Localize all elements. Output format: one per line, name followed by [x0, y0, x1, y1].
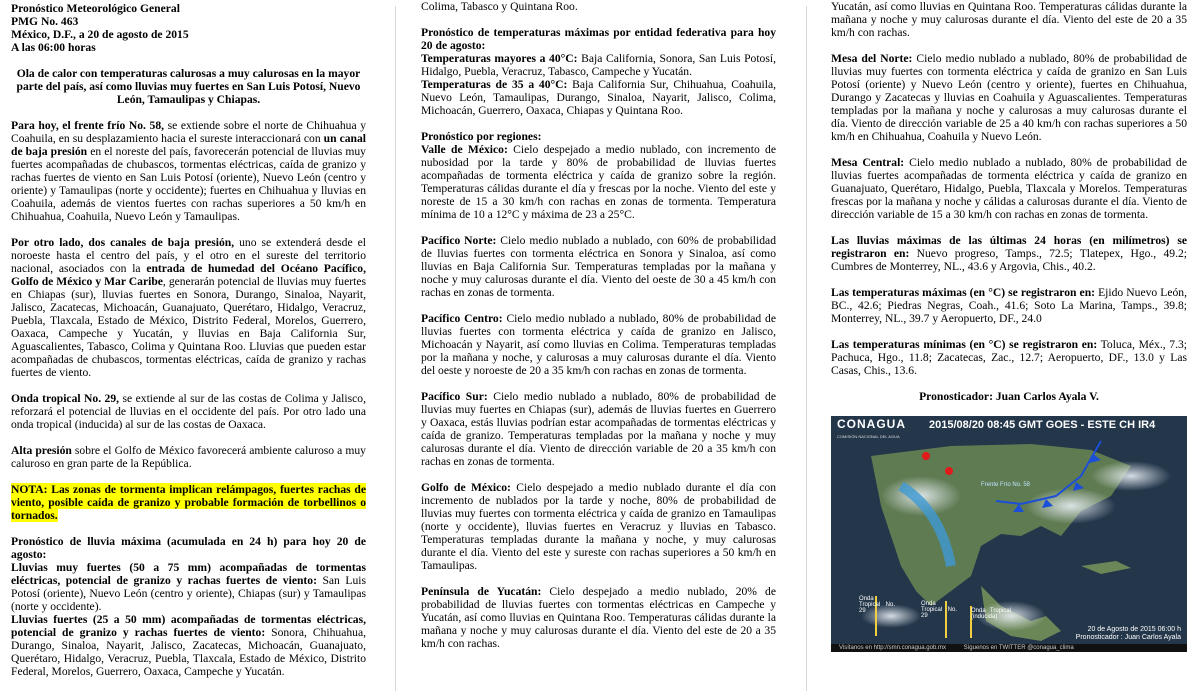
- footer-website: Visítanos en http://smn.conagua.gob.mx: [839, 645, 946, 651]
- temps-over-40: Temperaturas mayores a 40°C: Baja California, Sonora, San Luis Potosí, Hidalgo, Puebla, Veracruz, Tabasco, Campeche y Yucatán.: [421, 52, 776, 78]
- footer-twitter: Síguenos en TWITTER @conagua_clima: [963, 645, 1074, 651]
- paragraph-low-pressure: Por otro lado, dos canales de baja presión, uno se extenderá desde el noroeste hasta el centro del país, y el otro en el sureste del territorio nacional, asociados con la entrada de humedad del Océano Pacífico, Golfo de México y Mar Caribe, generarán potencial de lluvias muy fuertes en Chiapas (sur), lluvias fuertes en Sonora, Durango, Sinaloa, Nayarit, Jalisco, Zacatecas, Michoacán, Guanajuato, Querétaro, Hidalgo, Veracruz, Puebla, Tlaxcala, Estado de México, Distrito Federal, Morelos, Guerrero, Oaxaca, Campeche y Yucatán, y lluvias en Baja California Sur, Aguascalientes, Tabasco, Colima y Quintana Roo. Lluvias que pueden estar acompañadas de chubascos, tormentas eléctricas, caída de granizo y rachas fuertes de viento.: [11, 236, 366, 379]
- conagua-logo-subtitle: COMISIÓN NACIONAL DEL AGUA: [837, 434, 900, 439]
- max-temp-heading: Pronóstico de temperaturas máximas por entidad federativa para hoy 20 de agosto:: [421, 26, 776, 52]
- column-divider: [395, 6, 396, 691]
- forecaster-name: Pronosticador: Juan Carlos Ayala V.: [919, 390, 1099, 403]
- rain-very-heavy: Lluvias muy fuertes (50 a 75 mm) acompañadas de tormentas eléctricas, potencial de granizo y rachas fuertes de viento: San Luis Potosí (oriente), Nuevo León (centro y oriente), Chiapas (sur) y Tamaulipas (norte y occidente).: [11, 561, 366, 613]
- tropical-wave-label: Onda Tropical (inducida): [971, 608, 1011, 620]
- record-min-temp: Las temperaturas mínimas (en °C) se registraron en: Toluca, Méx., 7.3; Pachuca, Hgo., 11.8; Zacatecas, Zac., 12.7; Aeropuerto, DF., 13.0 y Las Casas, Chis., 13.6.: [831, 338, 1187, 377]
- issue-time: A las 06:00 horas: [11, 41, 96, 54]
- region-pacifico-sur: Pacífico Sur: Cielo medio nublado a nublado, 80% de probabilidad de lluvias muy fuertes en Chiapas (sur), además de lluvias fuertes en Guerrero y Oaxaca, estás lluvias podrían estar acompañadas de tormentas eléctricas y caída de granizo. Temperaturas templadas por la mañana y noche y muy calurosas durante el día. Viento de dirección variable de 20 a 35 km/h con rachas en zonas de tormenta.: [421, 390, 776, 468]
- storm-note: NOTA: Las zonas de tormenta implican relámpagos, fuertes rachas de viento, posible caída de granizo y probable formación de torbellinos o tornados.: [11, 483, 366, 522]
- satellite-footer: [831, 644, 1187, 652]
- region-valle: Valle de México: Cielo despejado a medio nublado, con incremento de nubosidad por la tarde y 80% de probabilidad de lluvias fuertes acompañadas de tormenta eléctrica y caída de granizo sobre la región. Temperaturas cálidas durante el día y frescas por la noche. Viento del este y noreste de 15 a 30 km/h con rachas en zonas de tormenta. Temperatura mínima de 10 a 12°C y máxima de 23 a 25°C.: [421, 143, 776, 221]
- column-left: [11, 0, 366, 697]
- column-right: [831, 0, 1187, 697]
- tropical-wave-label: Onda Tropical No. 29: [921, 601, 957, 619]
- cold-front-label: Frente Frío No. 58: [981, 482, 1031, 488]
- paragraph-high-pressure: Alta presión sobre el Golfo de México favorecerá ambiente caluroso a muy caluroso en gran parte de la República.: [11, 444, 366, 470]
- satellite-title: 2015/08/20 08:45 GMT GOES - ESTE CH IR4: [929, 419, 1156, 431]
- region-peninsula: Península de Yucatán: Cielo despejado a medio nublado, 20% de probabilidad de lluvias fuertes con tormentas eléctricas en Campeche y Yucatán, así como lluvias en Quintana Roo. Temperaturas cálidas durante la mañana y noche y muy calurosas durante el día. Viento del este de 20 a 35 km/h con rachas.: [421, 585, 776, 650]
- region-pacifico-centro: Pacífico Centro: Cielo medio nublado a nublado, 80% de probabilidad de lluvias fuertes con tormenta eléctrica y caída de granizo en Jalisco, Michoacán y Nayarit, así como lluvias en Colima. Temperaturas templadas por la mañana y noche, y calurosas a muy calurosas durante el día. Viento del oeste y noroeste de 20 a 35 km/h con rachas en zonas de tormenta.: [421, 312, 776, 377]
- region-mesa-norte: Mesa del Norte: Cielo medio nublado a nublado, 80% de probabilidad de lluvias muy fuertes con tormenta eléctrica y caída de granizo en San Luis Potosí (oriente) y Nuevo León (centro y oriente), fuertes en Chihuahua, Durango y Zacatecas y lluvias en Coahuila y Aguascalientes. Temperaturas templadas por la mañana y noche y calurosas a muy calurosas durante el día. Viento de dirección variable de 25 a 40 km/h con rachas superiores a 50 km/h en Chihuahua, Coahuila y Nuevo León.: [831, 52, 1187, 143]
- conagua-logo: CONAGUA: [837, 417, 906, 431]
- column-continuation: [421, 0, 776, 650]
- region-golfo: Golfo de México: Cielo despejado a medio nublado durante el día con incremento de nublados por la tarde y noche, 80% de probabilidad de lluvias muy fuertes con tormenta eléctrica y caída de granizo en Tamaulipas (norte y occidente), lluvias fuertes en Veracruz y lluvias en Tabasco. Temperaturas templadas durante la mañana y noche, y muy calurosas durante el día. Viento del este y sureste con rachas superiores a 50 km/h en Tamaulipas.: [421, 481, 776, 572]
- satellite-date-label: 20 de Agosto de 2015 06:00 h: [1087, 626, 1181, 633]
- column-continuation: [831, 0, 1187, 652]
- headline: Ola de calor con temperaturas calurosas a muy calurosas en la mayor parte del país, así como lluvias muy fuertes en San Luis Potosí, Nuevo León, Tamaulipas y Chiapas.: [16, 67, 361, 106]
- column-middle: [421, 0, 776, 697]
- region-peninsula-continued: Yucatán, así como lluvias en Quintana Roo. Temperaturas cálidas durante la mañana y noche y muy calurosas durante el día. Viento del este de 20 a 35 km/h con rachas.: [831, 0, 1187, 39]
- rain-heavy: Lluvias fuertes (25 a 50 mm) acompañadas de tormentas eléctricas, potencial de granizo y rachas fuertes de viento: Sonora, Chihuahua, Durango, Sinaloa, Nayarit, Jalisco, Zacatecas, Michoacán, Guanajuato, Querétaro, Hidalgo, Veracruz, Puebla, Tlaxcala, Estado de México, Distrito Federal, Morelos, Guerrero, Oaxaca, Campeche y Yucatán.: [11, 613, 366, 678]
- rain-light: Colima, Tabasco y Quintana Roo.: [421, 0, 578, 13]
- paragraph-cold-front: Para hoy, el frente frío No. 58, se extiende sobre el norte de Chihuahua y Coahuila, en su desplazamiento hacia el sureste interaccionará con un canal de baja presión en el noreste del país, favorecerán potencial de lluvias muy fuertes acompañadas de chubascos, tormentas eléctricas, caída de granizo y rachas fuertes de viento en San Luis Potosí (oriente), Nuevo León (centro y oriente) y Tamaulipas (norte y occidente); fuertes en Chihuahua y lluvias en Coahuila, además de vientos fuertes con rachas superiores a 50 km/h en Chihuahua, Coahuila, Nuevo León y Tamaulipas.: [11, 119, 366, 223]
- regions-heading: Pronóstico por regiones:: [421, 130, 542, 143]
- tropical-wave-label: Onda Tropical No. 29: [859, 596, 895, 614]
- record-rain: Las lluvias máximas de las últimas 24 horas (en milímetros) se registraron en: Nuevo progreso, Tamps., 72.5; Tlatepex, Hgo., 49.2; Cumbres de Monterrey, NL., 43.6 y Argovia, Chis., 40.2.: [831, 234, 1187, 273]
- record-max-temp: Las temperaturas máximas (en °C) se registraron en: Ejido Nuevo León, BC., 42.6; Piedras Negras, Coah., 41.6; Soto La Marina, Tamps., 39.8; Monterrey, NL., 39.7 y Aeropuerto, DF., 24.0: [831, 286, 1187, 325]
- column-divider: [806, 6, 807, 691]
- paragraph-tropical-wave: Onda tropical No. 29, se extiende al sur de las costas de Colima y Jalisco, reforzará el potencial de lluvias en el occidente del país. Por otro lado una onda tropical (inducida) al sur de las costas de Oaxaca.: [11, 392, 366, 431]
- pmg-number: PMG No. 463: [11, 15, 79, 28]
- temps-35-40: Temperaturas de 35 a 40°C: Baja California Sur, Chihuahua, Coahuila, Nuevo León, Tamaulipas, Durango, Sinaloa, Nayarit, Jalisco, Colima, Michoacán, Guerrero, Oaxaca, Chiapas y Quintana Roo.: [421, 78, 776, 117]
- issue-date: México, D.F., a 20 de agosto de 2015: [11, 28, 189, 41]
- region-pacifico-norte: Pacífico Norte: Cielo medio nublado a nublado, con 60% de probabilidad de lluvias fuertes con tormenta eléctrica en Sonora y Sinaloa, así como lluvias en Baja California Sur. Temperaturas templadas por la mañana y noche y muy calurosas durante el día. Viento del oeste de 30 a 45 km/h con rachas en zonas de tormenta.: [421, 234, 776, 299]
- rain-forecast-heading: Pronóstico de lluvia máxima (acumulada en 24 h) para hoy 20 de agosto:: [11, 535, 366, 561]
- document-title: Pronóstico Meteorológico General: [11, 2, 180, 15]
- region-mesa-central: Mesa Central: Cielo medio nublado a nublado, 80% de probabilidad de lluvias fuertes acompañadas de tormenta eléctrica y caída de granizo en Guanajuato, Querétaro, Hidalgo, Puebla, Tlaxcala y Morelos. Temperaturas frescas por la mañana y noche y cálidas a calurosas durante el día. Viento de dirección variable de 15 a 30 km/h con rachas en zonas de tormenta.: [831, 156, 1187, 221]
- satellite-image: [831, 416, 1187, 652]
- document-header: [11, 2, 366, 54]
- satellite-forecaster-label: Pronosticador : Juan Carlos Ayala: [1075, 634, 1181, 641]
